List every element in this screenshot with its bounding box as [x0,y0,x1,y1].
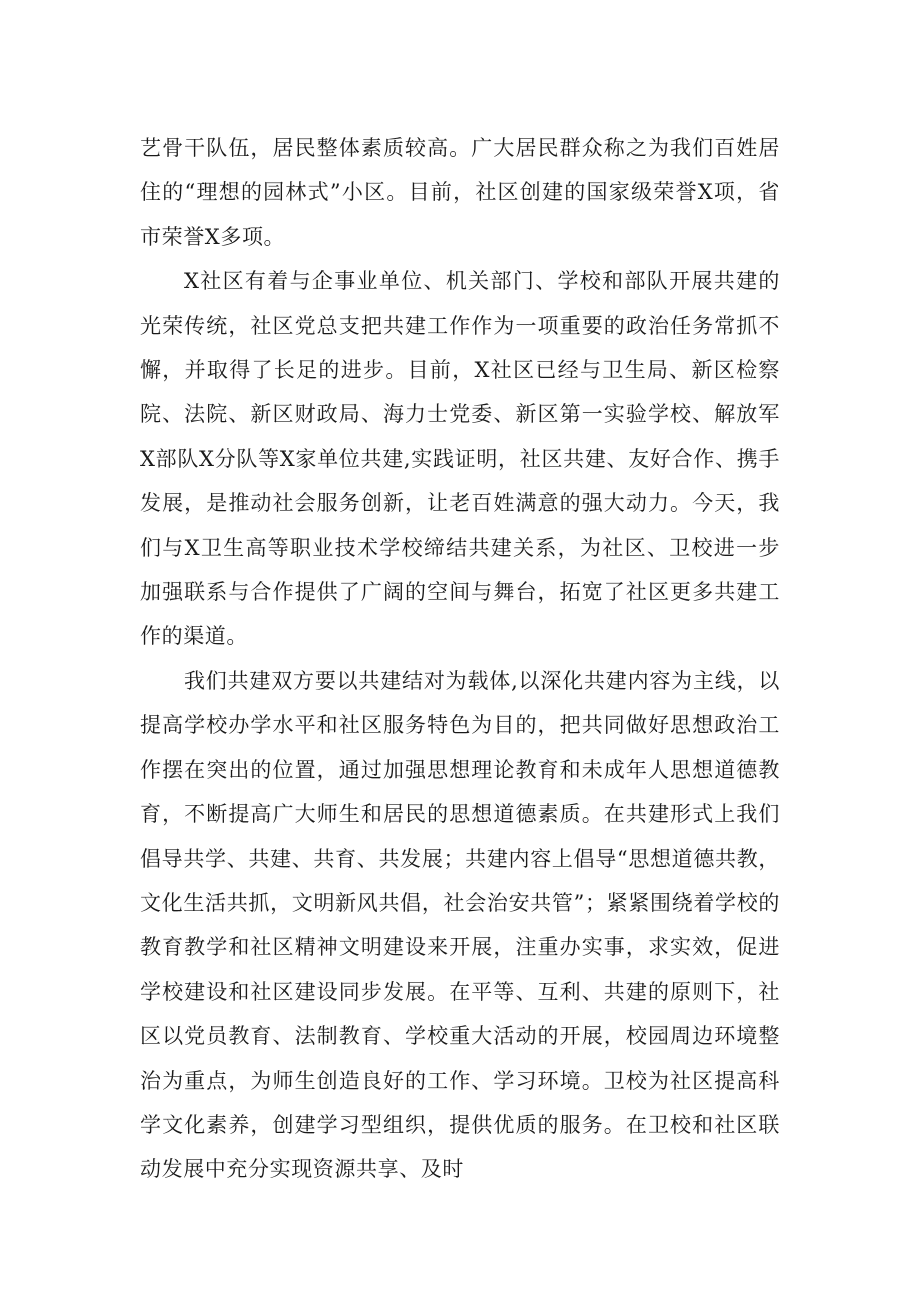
paragraph-3: 我们共建双方要以共建结对为载体,以深化共建内容为主线，以提高学校办学水平和社区服务特色为目的，把共同做好思想政治工作摆在突出的位置，通过加强思想理论教育和未成年人思想道德教育，不断提高广大师生和居民的思想道德素质。在共建形式上我们倡导共学、共建、共育、共发展；共建内容上倡导“思想道德共教，文化生活共抓，文明新风共倡，社会治安共管”；紧紧围绕着学校的教育教学和社区精神文明建设来开展，注重办实事，求实效，促进学校建设和社区建设同步发展。在平等、互利、共建的原则下，社区以党员教育、法制教育、学校重大活动的开展，校园周边环境整治为重点，为师生创造良好的工作、学习环境。卫校为社区提高科学文化素养，创建学习型组织，提供优质的服务。在卫校和社区联动发展中充分实现资源共享、及时 [140,668,780,1182]
paragraph-1: 艺骨干队伍，居民整体素质较高。广大居民群众称之为我们百姓居住的“理想的园林式”小区。目前，社区创建的国家级荣誉X项，省市荣誉X多项。 [140,136,780,249]
document-body [140,126,780,1192]
paragraph-2: X社区有着与企事业单位、机关部门、学校和部队开展共建的光荣传统，社区党总支把共建工作作为一项重要的政治任务常抓不懈，并取得了长足的进步。目前，X社区已经与卫生局、新区检察院、法院、新区财政局、海力士党委、新区第一实验学校、解放军X部队X分队等X家单位共建,实践证明，社区共建、友好合作、携手发展，是推动社会服务创新，让老百姓满意的强大动力。今天，我们与X卫生高等职业技术学校缔结共建关系，为社区、卫校进一步加强联系与合作提供了广阔的空间与舞台，拓宽了社区更多共建工作的渠道。 [140,269,780,649]
